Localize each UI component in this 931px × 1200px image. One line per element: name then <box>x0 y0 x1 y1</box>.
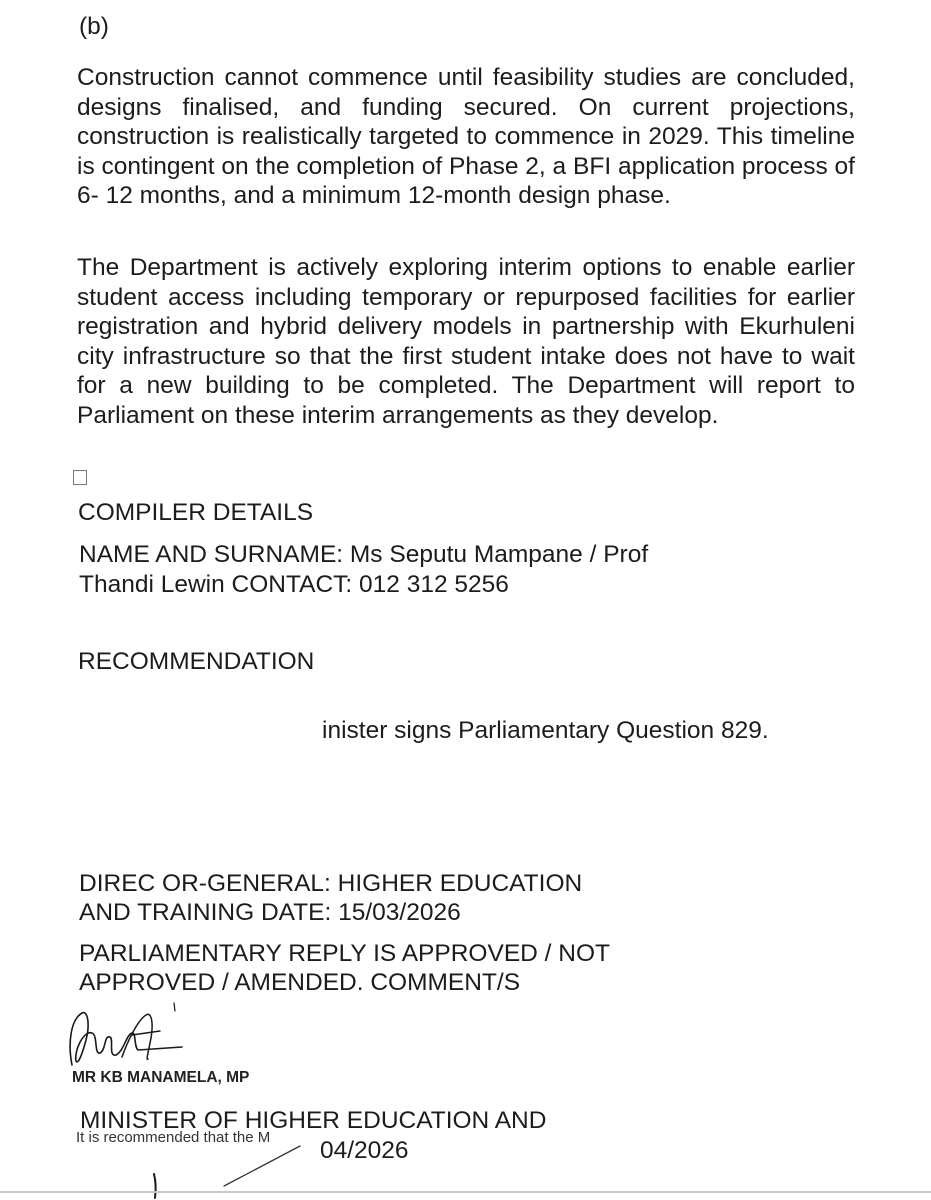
page-bottom-border <box>0 1191 931 1193</box>
minister-title-line: MINISTER OF HIGHER EDUCATION AND <box>80 1107 547 1134</box>
approval-line2: APPROVED / AMENDED. COMMENT/S <box>79 969 521 996</box>
minister-name: MR KB MANAMELA, MP <box>72 1069 250 1086</box>
signature <box>62 995 202 1075</box>
recommendation-heading: RECOMMENDATION <box>78 648 315 675</box>
paragraph-construction: Construction cannot commence until feasibility studies are concluded, designs finalised, and funding secured. On current projections, construction is realistically targeted to commence in 2029. This timeline is contingent on the completion of Phase 2, a BFI application process of 6- 12 months, and a minimum 12-month design phase. <box>77 64 855 210</box>
approval-line1: PARLIAMENTARY REPLY IS APPROVED / NOT <box>79 940 610 967</box>
director-general-line2: AND TRAINING DATE: 15/03/2026 <box>79 899 461 926</box>
recommendation-text: inister signs Parliamentary Question 829. <box>322 717 769 744</box>
minister-date-fragment: 04/2026 <box>320 1137 409 1164</box>
compiler-contact-line: Thandi Lewin CONTACT: 012 312 5256 <box>79 571 509 598</box>
checkbox[interactable] <box>73 470 87 485</box>
director-general-line1: DIREC OR-GENERAL: HIGHER EDUCATION <box>79 870 583 897</box>
compiler-name-line: NAME AND SURNAME: Ms Seputu Mampane / Prof <box>79 541 649 568</box>
recommendation-overlay-text: It is recommended that the M <box>76 1129 271 1146</box>
compiler-heading: COMPILER DETAILS <box>78 499 314 526</box>
paragraph-interim-options: The Department is actively exploring interim options to enable earlier student access including temporary or repurposed facilities for earlier registration and hybrid delivery models in partnership with Ekurhuleni city infrastructure so that the first student intake does not have to wait for a new building to be completed. The Department will report to Parliament on these interim arrangements as they develop. <box>77 254 855 429</box>
section-label: (b) <box>79 13 109 40</box>
